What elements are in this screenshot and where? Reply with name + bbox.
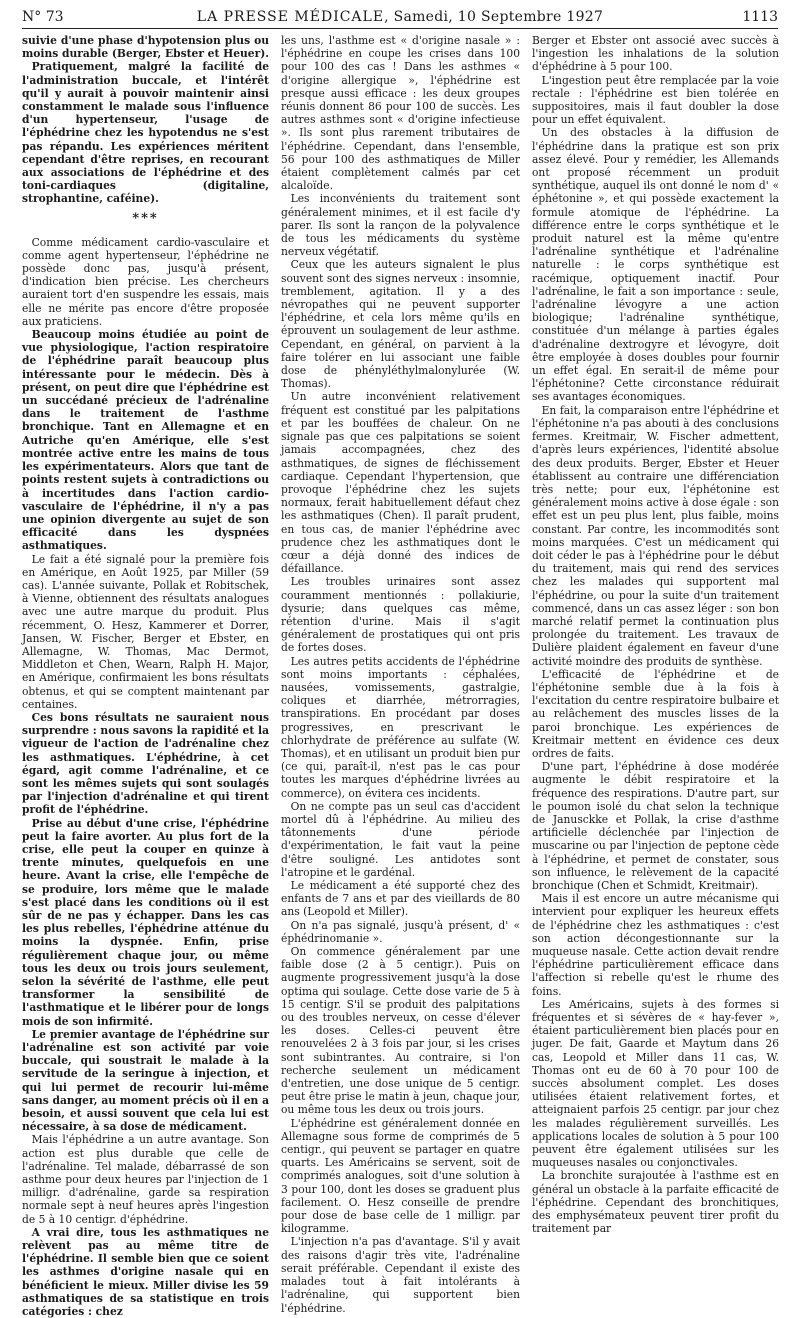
issue-number: N° 73	[22, 9, 64, 25]
paragraph: Ceux que les auteurs signalent le plus souvent sont des signes nerveux : insomnie, tremblement, agitation. Il y a des névropathes qui ne peuvent supporter l'éphédrine, et cela lors même qu'ils en éprouvent un soulagement de leur asthme. Cependant, en général, on parvient à la faire tolérer en lui associant une faible dose de phényléthylmalonylurée (W. Thomas).	[281, 258, 520, 391]
paragraph: La bronchite surajoutée à l'asthme est en général un obstacle à la parfaite efficacité de l'éphédrine. Cependant des bronchitiques, des emphysémateux peuvent tirer profit du traitement par	[532, 1169, 779, 1236]
paragraph: Les troubles urinaires sont assez couramment mentionnés : pollakiurie, dysurie; dans quelques cas même, rétention d'urine. Mais il s'agit généralement de prostatiques qui ont pris de fortes doses.	[281, 575, 520, 655]
paragraph: suivie d'une phase d'hypotension plus ou moins durable (Berger, Ebster et Heuer).	[22, 34, 270, 61]
paragraph: Les autres petits accidents de l'éphédrine sont moins importants : céphalées, nausées, vomissements, gastralgie, coliques et diarrhée, métrorragies, transpirations. En procédant par doses progressives, en prescrivant le chlorhydrate de préférence au sulfate (W. Thomas), et en utilisant un produit bien pur (ce qui, paraît-il, n'est pas le cas pour toutes les marques d'éphédrine livrées au commerce), on évitera ces incidents.	[281, 654, 520, 800]
page-number: 1113	[742, 9, 778, 25]
paragraph: L'injection n'a pas d'avantage. S'il y avait des raisons d'agir très vite, l'adrénaline serait préférable. Cependant il existe des malades tout à fait intolérants à l'adrénaline, qui supportent bien l'éphédrine.	[281, 1235, 520, 1315]
paragraph: Le médicament a été supporté chez des enfants de 7 ans et par des vieillards de 80 ans (Leopold et Miller).	[281, 879, 520, 919]
paragraph: Mais l'éphédrine a un autre avantage. Son action est plus durable que celle de l'adrénaline. Tel malade, débarrassé de son asthme pour deux heures par l'injection de 1 milligr. d'adrénaline, garde sa respiration normale sept à neuf heures après l'ingestion de 5 à 10 centigr. d'éphédrine.	[22, 1133, 269, 1226]
paragraph: L'efficacité de l'éphédrine et de l'éphétonine semble due à la fois à l'excitation du centre respiratoire bulbaire et au relâchement des muscles lisses de la paroi bronchique. Les expériences de Kreitmair mettent en évidence ces deux ordres de faits.	[532, 667, 779, 760]
paragraph: les uns, l'asthme est « d'origine nasale » : l'éphédrine en coupe les crises dans 100 pour 100 des cas ! Dans les asthmes « d'origine allergique », l'éphédrine est presque aussi efficace : les deux groupes réunis donnent 86 pour 100 de succès. Les autres asthmes sont « d'origine infectieuse ». Ils sont plus rarement tributaires de l'éphédrine. Cependant, dans l'ensemble, 56 pour 100 des asthmatiques de Miller étaient complètement calmés par cet alcaloïde.	[281, 34, 520, 193]
paragraph: L'ingestion peut être remplacée par la voie rectale : l'éphédrine est bien tolérée en suppositoires, mais il faut doubler la dose pour un effet équivalent.	[532, 73, 779, 127]
paragraph: On ne compte pas un seul cas d'accident mortel dû à l'éphédrine. Au milieu des tâtonnements d'une période d'expérimentation, le fait vaut la peine d'être souligné. Les antidotes sont l'atropine et le gardénal.	[281, 799, 520, 879]
paragraph: Le fait a été signalé pour la première fois en Amérique, en Août 1925, par Miller (59 cas). L'année suivante, Pollak et Robitschek, à Vienne, obtiennent des résultats analogues avec une autre marque du produit. Plus récemment, O. Hesz, Kammerer et Dorrer, Jansen, W. Fischer, Berger et Ebster, en Allemagne, W. Thomas, Mac Dermot, Middleton et Chen, Wearn, Ralph H. Major, en Amérique, confirmaient les bons résultats obtenus, et qui se comptent maintenant par centaines.	[22, 552, 269, 711]
paragraph: A vrai dire, tous les asthmatiques ne relèvent pas au même titre de l'éphédrine. Il semble bien que ce soient les asthmes d'origine nasale qui en bénéficient le mieux. Miller divise les 59 asthmatiques de sa statistique en trois catégories : chez	[22, 1225, 269, 1318]
paragraph: Pratiquement, malgré la facilité de l'administration buccale, et l'intérêt qu'il y aurait à pouvoir maintenir ainsi constamment le malade sous l'influence d'un hypertenseur, l'usage de l'éphédrine chez les hypotendus ne s'est pas répandu. Les expériences méritent cependant d'être reprises, en recourant aux associations de l'éphédrine et des toni-cardiaques (digitaline, strophantine, caféine).	[22, 60, 269, 206]
paragraph: On commence généralement par une faible dose (2 à 5 centigr.). Puis on augmente progressivement jusqu'à la dose optima qui soulage. Cette dose varie de 5 à 15 centigr. S'il se produit des palpitations ou des troubles nerveux, on cesse d'élever les doses. Celles-ci peuvent être renouvelées 2 à 3 fois par jour, si les crises sont subintrantes. Au contraire, si l'on recherche seulement un médicament d'entretien, une dose unique de 5 centigr. peut être prise le matin à jeun, chaque jour, ou même tous les deux ou trois jours.	[281, 945, 520, 1117]
paragraph: Mais il est encore un autre mécanisme qui intervient pour expliquer les heureux effets de l'éphédrine chez les asthmatiques : c'est son action décongestionnante sur la muqueuse nasale. Cette action devait rendre l'éphédrine particulièrement efficace dans l'affection si rebelle qu'est le rhume des foins.	[532, 892, 779, 998]
paragraph: En fait, la comparaison entre l'éphédrine et l'éphétonine n'a pas abouti à des conclusions fermes. Kreitmair, W. Fischer admettent, d'après leurs expériences, l'identité absolue des deux produits. Berger, Ebster et Heuer établissent au contraire une différenciation très nette; pour eux, l'éphétonine est généralement moins active à dose égale : son effet est un peu plus lent, plus faible, moins constant. Par contre, les incommodités sont moins marquées. C'est un médicament qui doit céder le pas à l'éphédrine pour le début du traitement, mais qui rend des services chez les malades qui supportent mal l'éphédrine, ou pour la suite d'un traitement commencé, dans un cas assez léger : son bon marché relatif permet la continuation plus prolongée du traitement. Les travaux de Dulière plaident également en faveur d'une activité moindre des produits de synthèse.	[532, 403, 779, 668]
paragraph: Ces bons résultats ne sauraient nous surprendre : nous savons la rapidité et la vigueur de l'action de l'adrénaline chez les asthmatiques. L'éphédrine, à cet égard, agit comme l'adrénaline, et ce sont les mêmes sujets qui sont soulagés par l'injection d'adrénaline et qui tirent profit de l'éphédrine.	[22, 710, 269, 817]
column-right	[532, 34, 779, 1236]
paragraph: Un autre inconvénient relativement fréquent est constitué par les palpitations et par les bouffées de chaleur. On ne signale pas que ces palpitations se soient jamais accompagnées, chez des asthmatiques, de signes de fléchissement cardiaque. Cependant l'hypertension, que provoque l'éphédrine chez les sujets normaux, ferait habituellement défaut chez les asthmatiques (Chen). Il paraît prudent, en tous cas, de manier l'éphédrine avec prudence chez les asthmatiques dont le cœur a déjà donné des indices de défaillance.	[281, 390, 520, 576]
journal-name: LA PRESSE MÉDICALE	[196, 9, 385, 25]
issue-date: , Samedi, 10 Septembre 1927	[384, 9, 604, 25]
paragraph: On n'a pas signalé, jusqu'à présent, d' « éphédrinomanie ».	[281, 918, 520, 945]
paragraph: Prise au début d'une crise, l'éphédrine peut la faire avorter. Au plus fort de la crise, elle peut la couper en quinze à trente minutes, quelquefois en une heure. Avant la crise, elle l'empêche de se produire, lors même que le malade s'est placé dans les conditions où il est sûr de ne pas y échapper. Dans les cas les plus rebelles, l'éphédrine atténue du moins la dyspnée. Enfin, prise régulièrement chaque jour, ou même tous les deux ou trois jours seulement, selon la sévérité de l'asthme, elle peut transformer la sensibilité de l'asthmatique et le libérer pour de longs mois de son infirmité.	[22, 816, 269, 1028]
paragraph: Les inconvénients du traitement sont généralement minimes, et il est facile d'y parer. Ils sont la rançon de la polyvalence de tous les médicaments du système nerveux végétatif.	[281, 192, 520, 259]
paragraph: L'éphédrine est généralement donnée en Allemagne sous forme de comprimés de 5 centigr., qui peuvent se partager en quatre quarts. Les Américains se servent, soit de comprimés analogues, soit d'une solution à 3 pour 100, dont les doses se graduent plus facilement. O. Hesz conseille de prendre pour dose de base celle de 1 milligr. par kilogramme.	[281, 1116, 520, 1236]
column-middle	[281, 34, 520, 1315]
paragraph: Berger et Ebster ont associé avec succès à l'ingestion les inhalations de la solution d'éphédrine à 5 pour 100.	[532, 34, 779, 74]
paragraph: Le premier avantage de l'éphédrine sur l'adrénaline est son activité par voie buccale, qui soustrait le malade à la servitude de la seringue à injection, et qui lui permet de recourir lui-même sans danger, au moment précis où il en a besoin, et aussi souvent que cela lui est nécessaire, à sa dose de médicament.	[22, 1027, 269, 1134]
paragraph: Les Américains, sujets à des formes si fréquentes et si sévères de « hay-fever », étaient particulièrement bien placés pour en juger. De fait, Gaarde et Maytum dans 26 cas, Leopold et Miller dans 11 cas, W. Thomas ont eu de 60 à 70 pour 100 de succès absolument complet. Les doses utilisées étaient relativement fortes, et atteignaient parfois 25 centigr. par jour chez les malades régulièrement surveillés. Les applications locales de solution à 5 pour 100 peuvent être également utilisées sur les muqueuses nasales ou conjonctivales.	[532, 997, 779, 1170]
page-header	[22, 6, 778, 29]
column-left	[22, 34, 270, 1318]
section-separator-stars: ***	[132, 210, 159, 226]
paragraph: D'une part, l'éphédrine à dose modérée augmente le débit respiratoire et la fréquence des respirations. D'autre part, sur le poumon isolé du chat selon la technique de Janusckke et Pollak, la crise d'asthme artificielle déclenchée par l'injection de muscarine ou par l'injection de peptone cède à l'éphédrine, et permet de constater, sous son influence, le relèvement de la capacité bronchique (Chen et Schmidt, Kreitmair).	[532, 760, 779, 892]
journal-title-line	[22, 9, 778, 25]
paragraph: Comme médicament cardio-vasculaire et comme agent hypertenseur, l'éphédrine ne possède donc pas, jusqu'à présent, d'indication bien précise. Les chercheurs auraient tort d'en suspendre les essais, mais elle ne mérite pas encore d'être proposée aux praticiens.	[22, 235, 269, 328]
paragraph: Un des obstacles à la diffusion de l'éphédrine dans la pratique est son prix assez élevé. Pour y remédier, les Allemands ont proposé récemment un produit synthétique, auquel ils ont donné le nom d' « éphétonine », et qui possède exactement la formule atomique de l'éphédrine. La différence entre le corps synthétique et le produit naturel est la même qu'entre l'adrénaline synthétique et l'adrénaline naturelle : le corps synthétique est racémique, optiquement inactif. Pour l'adrénaline, le fait a son importance : seule, l'adrénaline lévogyre a une action biologique; l'adrénaline synthétique, constituée d'un mélange à parties égales d'adrénaline dextrogyre et lévogyre, doit être employée à doses doubles pour fournir un effet égal. En serait-il de même pour l'éphétonine? Cette circonstance réduirait ses avantages économiques.	[532, 126, 779, 404]
paragraph: Beaucoup moins étudiée au point de vue physiologique, l'action respiratoire de l'éphédrine paraît beaucoup plus intéressante pour le médecin. Dès à présent, on peut dire que l'éphédrine est un succédané précieux de l'adrénaline dans le traitement de l'asthme bronchique. Tant en Allemagne et en Autriche qu'en Amérique, elle s'est montrée active entre les mains de tous les expérimentateurs. Alors que tant de points restent sujets à contradictions ou à incertitudes dans l'action cardio-vasculaire de l'éphédrine, il n'y a pas une opinion divergente au sujet de son efficacité dans les dyspnées asthmatiques.	[22, 328, 269, 553]
